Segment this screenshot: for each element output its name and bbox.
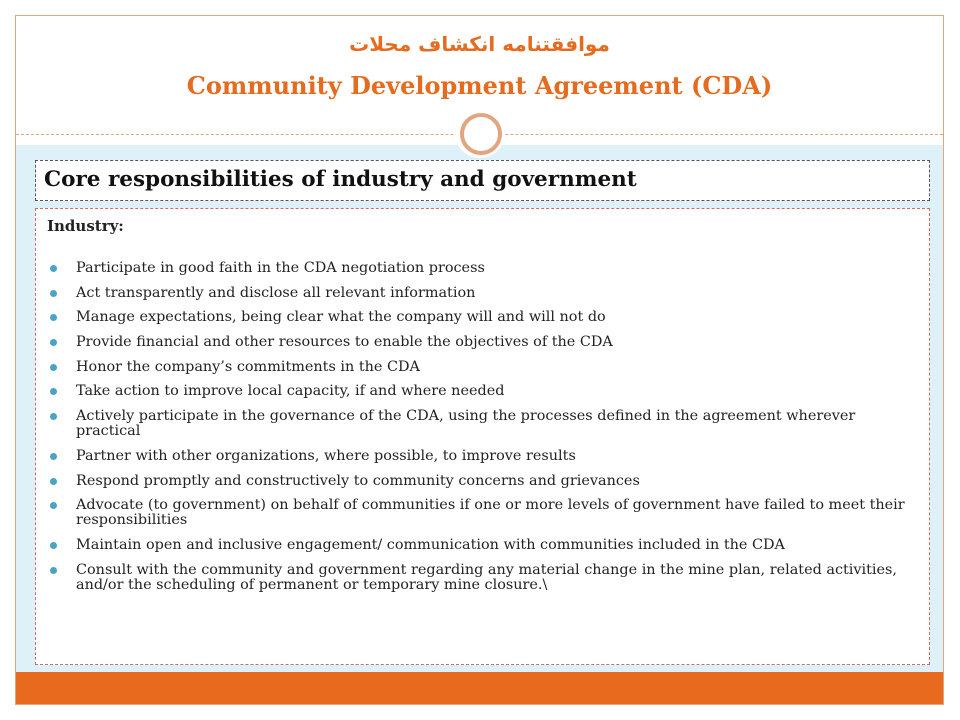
list-item-text: Partner with other organizations, where possible, to improve results bbox=[76, 447, 576, 464]
list-item-text: Participate in good faith in the CDA negotiation process bbox=[76, 260, 485, 276]
bullet-icon bbox=[50, 290, 57, 297]
bullet-icon bbox=[50, 364, 57, 371]
bullet-icon bbox=[50, 478, 57, 485]
bullet-icon bbox=[50, 567, 57, 574]
list-item bbox=[50, 498, 910, 528]
title-arabic: موافقتنامه انکشاف محلات bbox=[349, 32, 610, 56]
list-item bbox=[50, 384, 910, 399]
list-item bbox=[50, 449, 910, 464]
section-label: Industry: bbox=[47, 217, 124, 235]
list-item-text: Manage expectations, being clear what the company will and will not do bbox=[76, 309, 606, 326]
list-item bbox=[50, 310, 910, 325]
list-item bbox=[50, 286, 910, 301]
list-item-text: Take action to improve local capacity, if and where needed bbox=[76, 383, 505, 400]
bullet-list bbox=[50, 261, 910, 602]
list-item bbox=[50, 261, 910, 276]
list-item-text: Respond promptly and constructively to community concerns and grievances bbox=[76, 472, 640, 489]
list-item bbox=[50, 335, 910, 350]
list-item-text: Actively participate in the governance of the CDA, using the processes defined in the agreement wherever practical bbox=[76, 408, 856, 440]
list-item bbox=[50, 409, 910, 439]
bullet-icon bbox=[50, 453, 57, 460]
footer-bar bbox=[16, 672, 943, 704]
list-item-text: Advocate (to government) on behalf of communities if one or more levels of government have failed to meet their responsibilities bbox=[76, 497, 905, 529]
page-title: Community Development Agreement (CDA) bbox=[186, 71, 773, 100]
bullet-icon bbox=[50, 314, 57, 321]
list-item-text: Consult with the community and government regarding any material change in the mine plan, related activities, and/or the scheduling of permanent or temporary mine closure.\ bbox=[76, 561, 897, 593]
bullet-icon bbox=[50, 502, 57, 509]
list-item-text: Maintain open and inclusive engagement/ communication with communities included in the CDA bbox=[76, 536, 785, 553]
list-item-text: Provide financial and other resources to enable the objectives of the CDA bbox=[76, 334, 613, 351]
bullet-icon bbox=[50, 542, 57, 549]
body-box bbox=[35, 208, 930, 665]
bullet-icon bbox=[50, 339, 57, 346]
list-item bbox=[50, 563, 910, 593]
list-item bbox=[50, 474, 910, 489]
bullet-icon bbox=[50, 388, 57, 395]
list-item-text: Act transparently and disclose all relevant information bbox=[76, 284, 476, 301]
section-heading: Core responsibilities of industry and government bbox=[44, 167, 637, 192]
list-item bbox=[50, 538, 910, 553]
bullet-icon bbox=[50, 413, 57, 420]
heading-box bbox=[35, 160, 930, 201]
bullet-icon bbox=[50, 265, 57, 272]
list-item-text: Honor the company’s commitments in the CDA bbox=[76, 358, 420, 375]
list-item bbox=[50, 360, 910, 375]
divider-circle-icon bbox=[460, 113, 502, 155]
